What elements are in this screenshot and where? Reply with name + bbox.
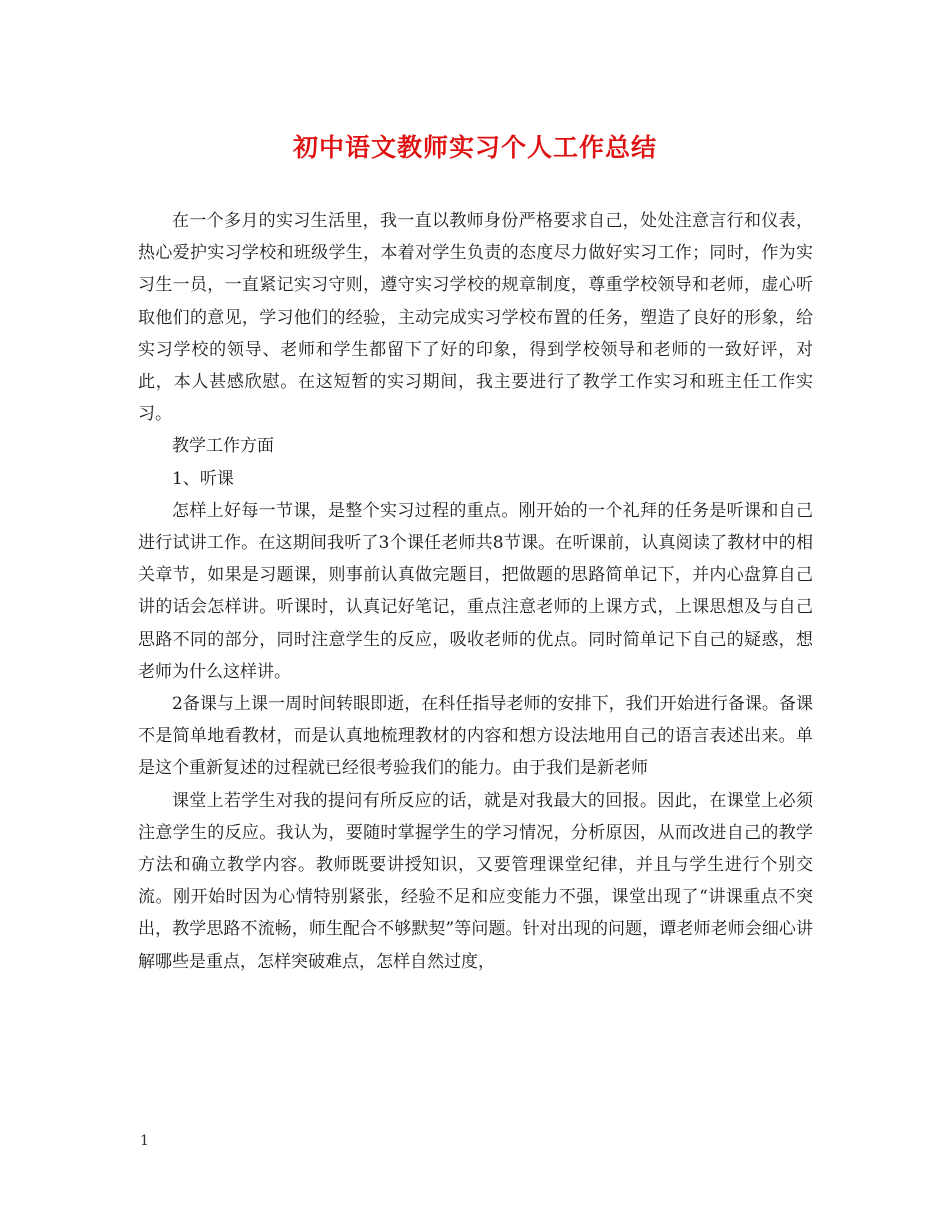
document-title: 初中语文教师实习个人工作总结 <box>292 133 657 162</box>
paragraph-classroom: 课堂上若学生对我的提问有所反应的话，就是对我最大的回报。因此，在课堂上必须注意学生的反应。我认为，要随时掌握学生的学习情况，分析原因，从而改进自己的教学方法和确立教学内容。教师既要讲授知识，又要管理课堂纪律，并且与学生进行个别交流。刚开始时因为心情特别紧张，经验不足和应变能力不强，课堂出现了“讲课重点不突出，教学思路不流畅，师生配合不够默契”等问题。针对出现的问题，谭老师老师会细心讲解哪些是重点，怎样突破难点，怎样自然过度， <box>138 790 813 972</box>
page-number: 1 <box>140 1133 149 1149</box>
paragraph-listening: 怎样上好每一节课，是整个实习过程的重点。刚开始的一个礼拜的任务是听课和自己进行试讲工作。在这期间我听了3个课任老师共8节课。在听课前，认真阅读了教材中的相关章节，如果是习题课，则事前认真做完题目，把做题的思路简单记下，并内心盘算自己讲的话会怎样讲。听课时，认真记好笔记，重点注意老师的上课方式，上课思想及与自己思路不同的部分，同时注意学生的反应，吸收老师的优点。同时简单记下自己的疑惑，想老师为什么这样讲。 <box>138 500 813 682</box>
document-body <box>138 205 813 978</box>
paragraph-intro: 在一个多月的实习生活里，我一直以教师身份严格要求自己，处处注意言行和仪表，热心爱护实习学校和班级学生，本着对学生负责的态度尽力做好实习工作；同时，作为实习生一员，一直紧记实习守则，遵守实习学校的规章制度，尊重学校领导和老师，虚心听取他们的意见，学习他们的经验，主动完成实习学校布置的任务，塑造了良好的形象，给实习学校的领导、老师和学生都留下了好的印象，得到学校领导和老师的一致好评，对此，本人甚感欣慰。在这短暂的实习期间，我主要进行了教学工作实习和班主任工作实习。 <box>138 211 813 425</box>
section-heading-teaching: 教学工作方面 <box>172 436 274 457</box>
paragraph-preparation: 2备课与上课一周时间转眼即逝，在科任指导老师的安排下，我们开始进行备课。备课不是简单地看教材，而是认真地梳理教材的内容和想方设法地用自己的语言表述出来。单是这个重新复述的过程就已经很考验我们的能力。由于我们是新老师 <box>138 694 813 779</box>
subheading-listening: 1、听课 <box>172 468 234 489</box>
